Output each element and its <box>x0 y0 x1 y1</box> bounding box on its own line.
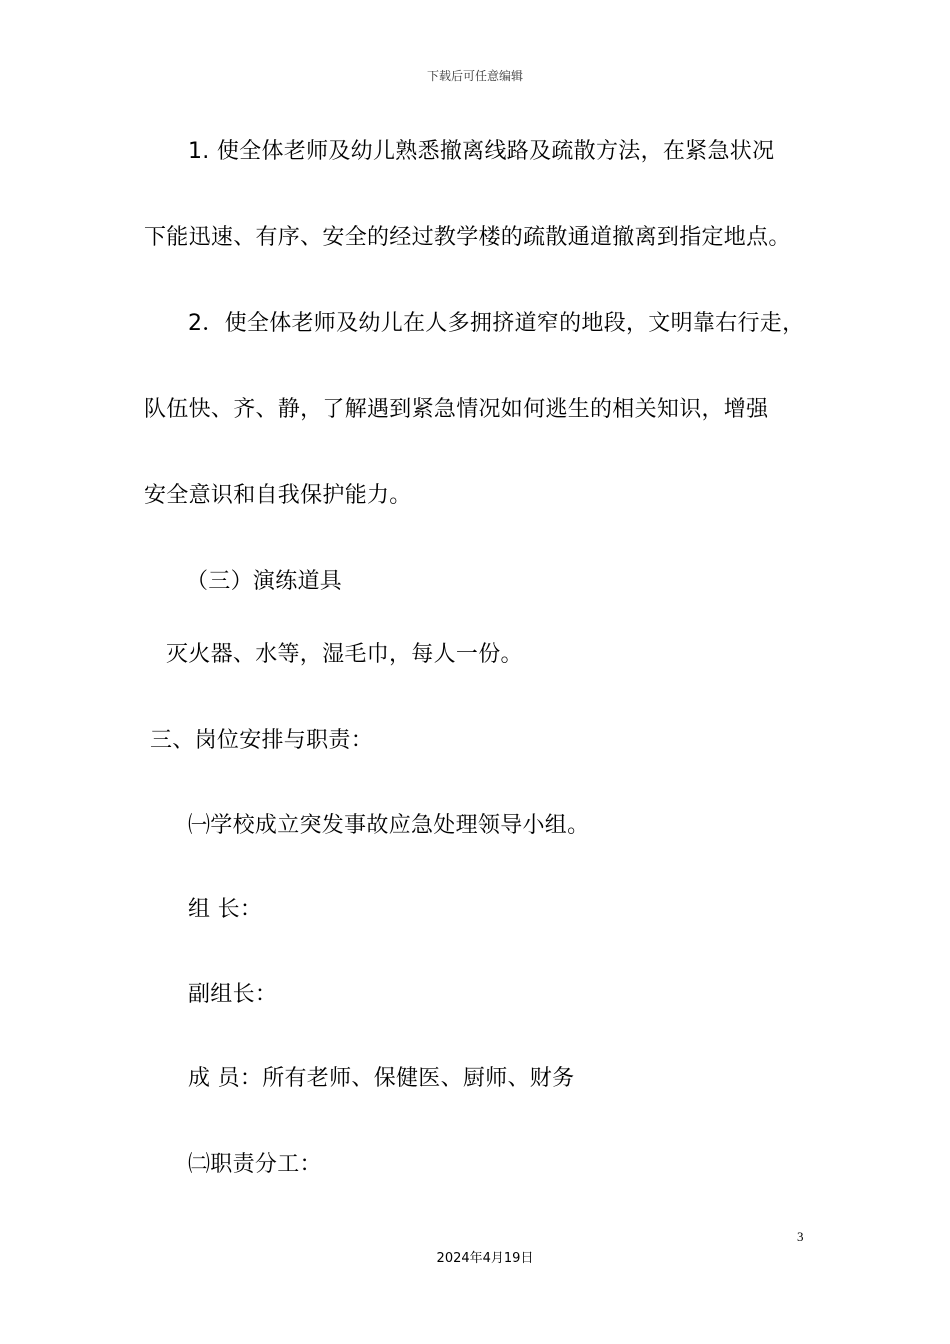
members-line: 成 员：所有老师、保健医、厨师、财务 <box>188 1066 575 1091</box>
props-text: 灭火器、水等，湿毛巾，每人一份。 <box>166 642 523 667</box>
deputy-leader-line: 副组长： <box>188 982 278 1007</box>
paragraph-2-line-1: 2．使全体老师及幼儿在人多拥挤道窄的地段，文明靠右行走， <box>188 311 805 336</box>
subsection-1-heading: ㈠学校成立突发事故应急处理领导小组。 <box>188 813 590 838</box>
paragraph-2-line-2: 队伍快、齐、静，了解遇到紧急情况如何逃生的相关知识，增强 <box>144 397 769 422</box>
leader-line: 组 长： <box>188 897 263 922</box>
subsection-2-heading: ㈡职责分工： <box>188 1152 322 1177</box>
section-3-heading: 三、岗位安排与职责： <box>150 728 374 753</box>
paragraph-2-line-3: 安全意识和自我保护能力。 <box>144 483 412 508</box>
page-number: 3 <box>797 1229 804 1244</box>
page-header: 下载后可任意编辑 <box>426 69 523 83</box>
paragraph-1-line-2: 下能迅速、有序、安全的经过教学楼的疏散通道撤离到指定地点。 <box>144 225 791 250</box>
footer-date: 2024年4月19日 <box>436 1251 534 1266</box>
paragraph-1-line-1: 1. 使全体老师及幼儿熟悉撤离线路及疏散方法，在紧急状况 <box>188 139 775 164</box>
section-props-heading: （三）演练道具 <box>186 569 343 594</box>
